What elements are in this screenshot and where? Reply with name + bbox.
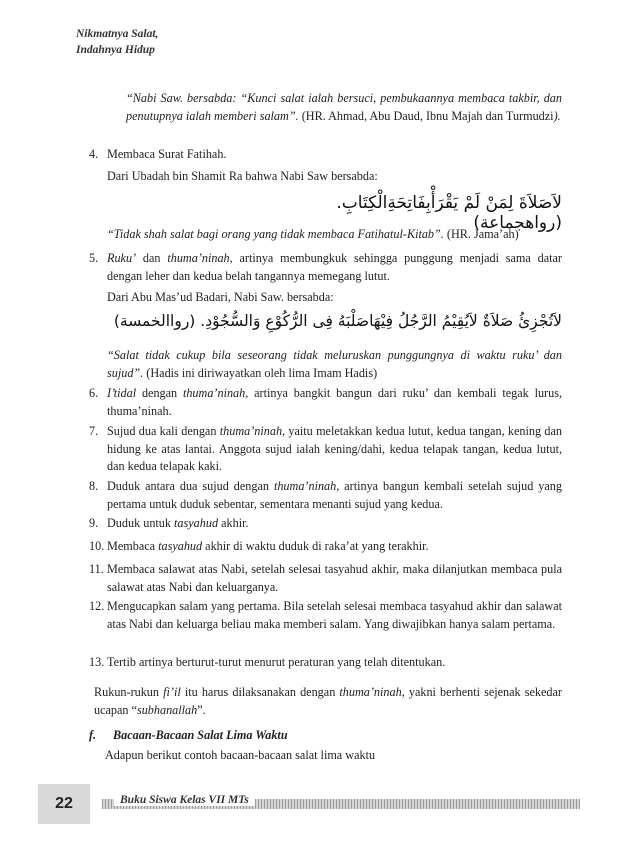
item-8-rest: , artinya bangun kembali setelah sujud yang pertama untuk duduk sebentar, sementara menanti sujud yang kedua. (107, 479, 562, 511)
item-10-text (107, 538, 562, 556)
rukun-paragraph (94, 684, 562, 719)
item-5-term: Ruku’ (107, 251, 137, 265)
item-12-number: 12. (89, 599, 105, 613)
item-5-text (107, 250, 562, 285)
item-13-number: 13. (89, 655, 105, 669)
item-4-translation (107, 226, 567, 244)
quote-italic: “Nabi Saw. bersabda: “Kunci salat ialah bersuci, pembukaannya membaca takbir, dan penutupnya ialah memberi salam”. (126, 91, 562, 123)
item-8-text (107, 478, 562, 513)
item-9-rest: akhir. (218, 516, 249, 530)
rukun-pre: Rukun-rukun (94, 685, 164, 699)
rukun-term3: subhanallah (136, 702, 198, 717)
item-10-rest: akhir di waktu duduk di raka’at yang terakhir. (202, 539, 429, 553)
item-7-term: thuma’ninah (219, 424, 283, 438)
item-6-term2: thuma’ninah (182, 386, 246, 400)
item-9-number: 9. (89, 516, 99, 530)
item-7-pre: Sujud dua kali dengan (107, 424, 220, 438)
item-6-rest: , artinya bangkit bangun dari ruku’ dan kembali tegak lurus, thuma’ninah. (107, 386, 562, 418)
header-line-1: Nikmatnya Salat, (76, 28, 159, 40)
item-5-number: 5. (89, 251, 99, 265)
item-11-text: Membaca salawat atas Nabi, setelah selesai tasyahud akhir, maka dilanjutkan membaca pula salawat atas Nabi dan keluarganya. (107, 562, 562, 594)
item-8-pre: Duduk antara dua sujud dengan (107, 479, 274, 493)
rukun-mid2: , yakni berhenti sejenak sekedar ucapan “ (94, 685, 562, 717)
item-6-term: I’tidal (107, 386, 137, 400)
item-4-narration: Dari Ubadah bin Shamit Ra bahwa Nabi Saw bersabda: (107, 169, 378, 183)
item-7-rest: , yaitu meletakkan kedua lutut, kedua tangan, kening dan hidung ke atas lantai. Anggota sujud ialah kening/dahi, kedua telapak tangan, kedua lutut, dan kedua telapak kaki. (107, 424, 562, 473)
item-5-rest: , artinya membungkuk sehingga punggung menjadi sama datar dengan leher dan kedua belah tangannya memegang lutut. (107, 251, 562, 283)
item-5-term2: thuma’ninah (167, 251, 230, 265)
item-9-text (107, 515, 562, 533)
item-4-number: 4. (89, 147, 99, 161)
item-13-text: Tertib artinya berturut-turut menurut peraturan yang telah ditentukan. (107, 655, 446, 669)
page-number: 22 (38, 784, 90, 824)
item-4-translation-source: (HR. Jama’ah) (443, 227, 519, 241)
header-line-2: Indahnya Hidup (76, 44, 155, 56)
item-5-translation (107, 347, 562, 382)
item-5-arabic: لاَتُجْزِئُ صَلاَةٌ لاَيُقِيْمُ الرَّجُلُ فِيْهَاصَلْبَهُ فِى الرُّكُوْعِ وَالسُّجُوْدِ. (رواالخمسة) (113, 312, 562, 330)
quote-source: (HR. Ahmad, Abu Daud, Ibnu Majah dan Turmudzi (298, 108, 554, 123)
item-5-translation-source: (Hadis ini diriwayatkan oleh lima Imam Hadis) (143, 365, 378, 380)
item-10-number: 10. (89, 539, 105, 553)
item-6-number: 6. (89, 386, 99, 400)
item-5-mid: dan (136, 251, 168, 265)
item-4-translation-italic: “Tidak shah salat bagi orang yang tidak membaca Fatihatul-Kitab”. (107, 227, 444, 241)
rukun-end: ”. (197, 702, 206, 717)
item-5-narration: Dari Abu Mas’ud Badari, Nabi Saw. bersabda: (107, 290, 334, 304)
item-6-mid: dengan (136, 386, 183, 400)
rukun-mid: itu harus dilaksanakan dengan (180, 685, 340, 699)
item-5-translation-italic: “Salat tidak cukup bila seseorang tidak meluruskan punggungnya di waktu ruku’ dan sujud”. (107, 348, 562, 380)
item-10-pre: Membaca (107, 539, 159, 553)
item-12-text: Mengucapkan salam yang pertama. Bila setelah selesai membaca tasyahud akhir dan salawat atas Nabi dan keluarga beliau maka memberi salam. Yang diwajibkan hanya salam pertama. (107, 599, 562, 631)
rukun-term2: thuma’ninah (339, 685, 402, 699)
section-f-letter: f. (89, 728, 97, 742)
item-7-text (107, 423, 562, 476)
footer-title: Buku Siswa Kelas VII MTs (114, 794, 255, 806)
item-9-pre: Duduk untuk (107, 516, 175, 530)
quote-tail: ). (553, 108, 561, 123)
item-10-term: tasyahud (158, 539, 203, 553)
item-9-term: tasyahud (174, 516, 219, 530)
item-6-text (107, 385, 562, 420)
rukun-term1: fi’il (163, 685, 181, 699)
item-8-term: thuma’ninah (273, 479, 337, 493)
section-f-intro: Adapun berikut contoh bacaan-bacaan salat lima waktu (105, 748, 376, 762)
item-4-title: Membaca Surat Fatihah. (107, 147, 227, 161)
running-header (76, 26, 158, 58)
item-4-arabic: لاَصَلاَةَ لِمَنْ لَمْ يَقْرَأْبِفَاتِحَةِالْكِتَابِ.(رواهجماعة) (336, 193, 562, 233)
section-f-title: Bacaan-Bacaan Salat Lima Waktu (113, 728, 288, 742)
item-7-number: 7. (89, 424, 99, 438)
item-8-number: 8. (89, 479, 99, 493)
item-11-number: 11. (89, 562, 104, 576)
hadith-quote (126, 90, 562, 125)
